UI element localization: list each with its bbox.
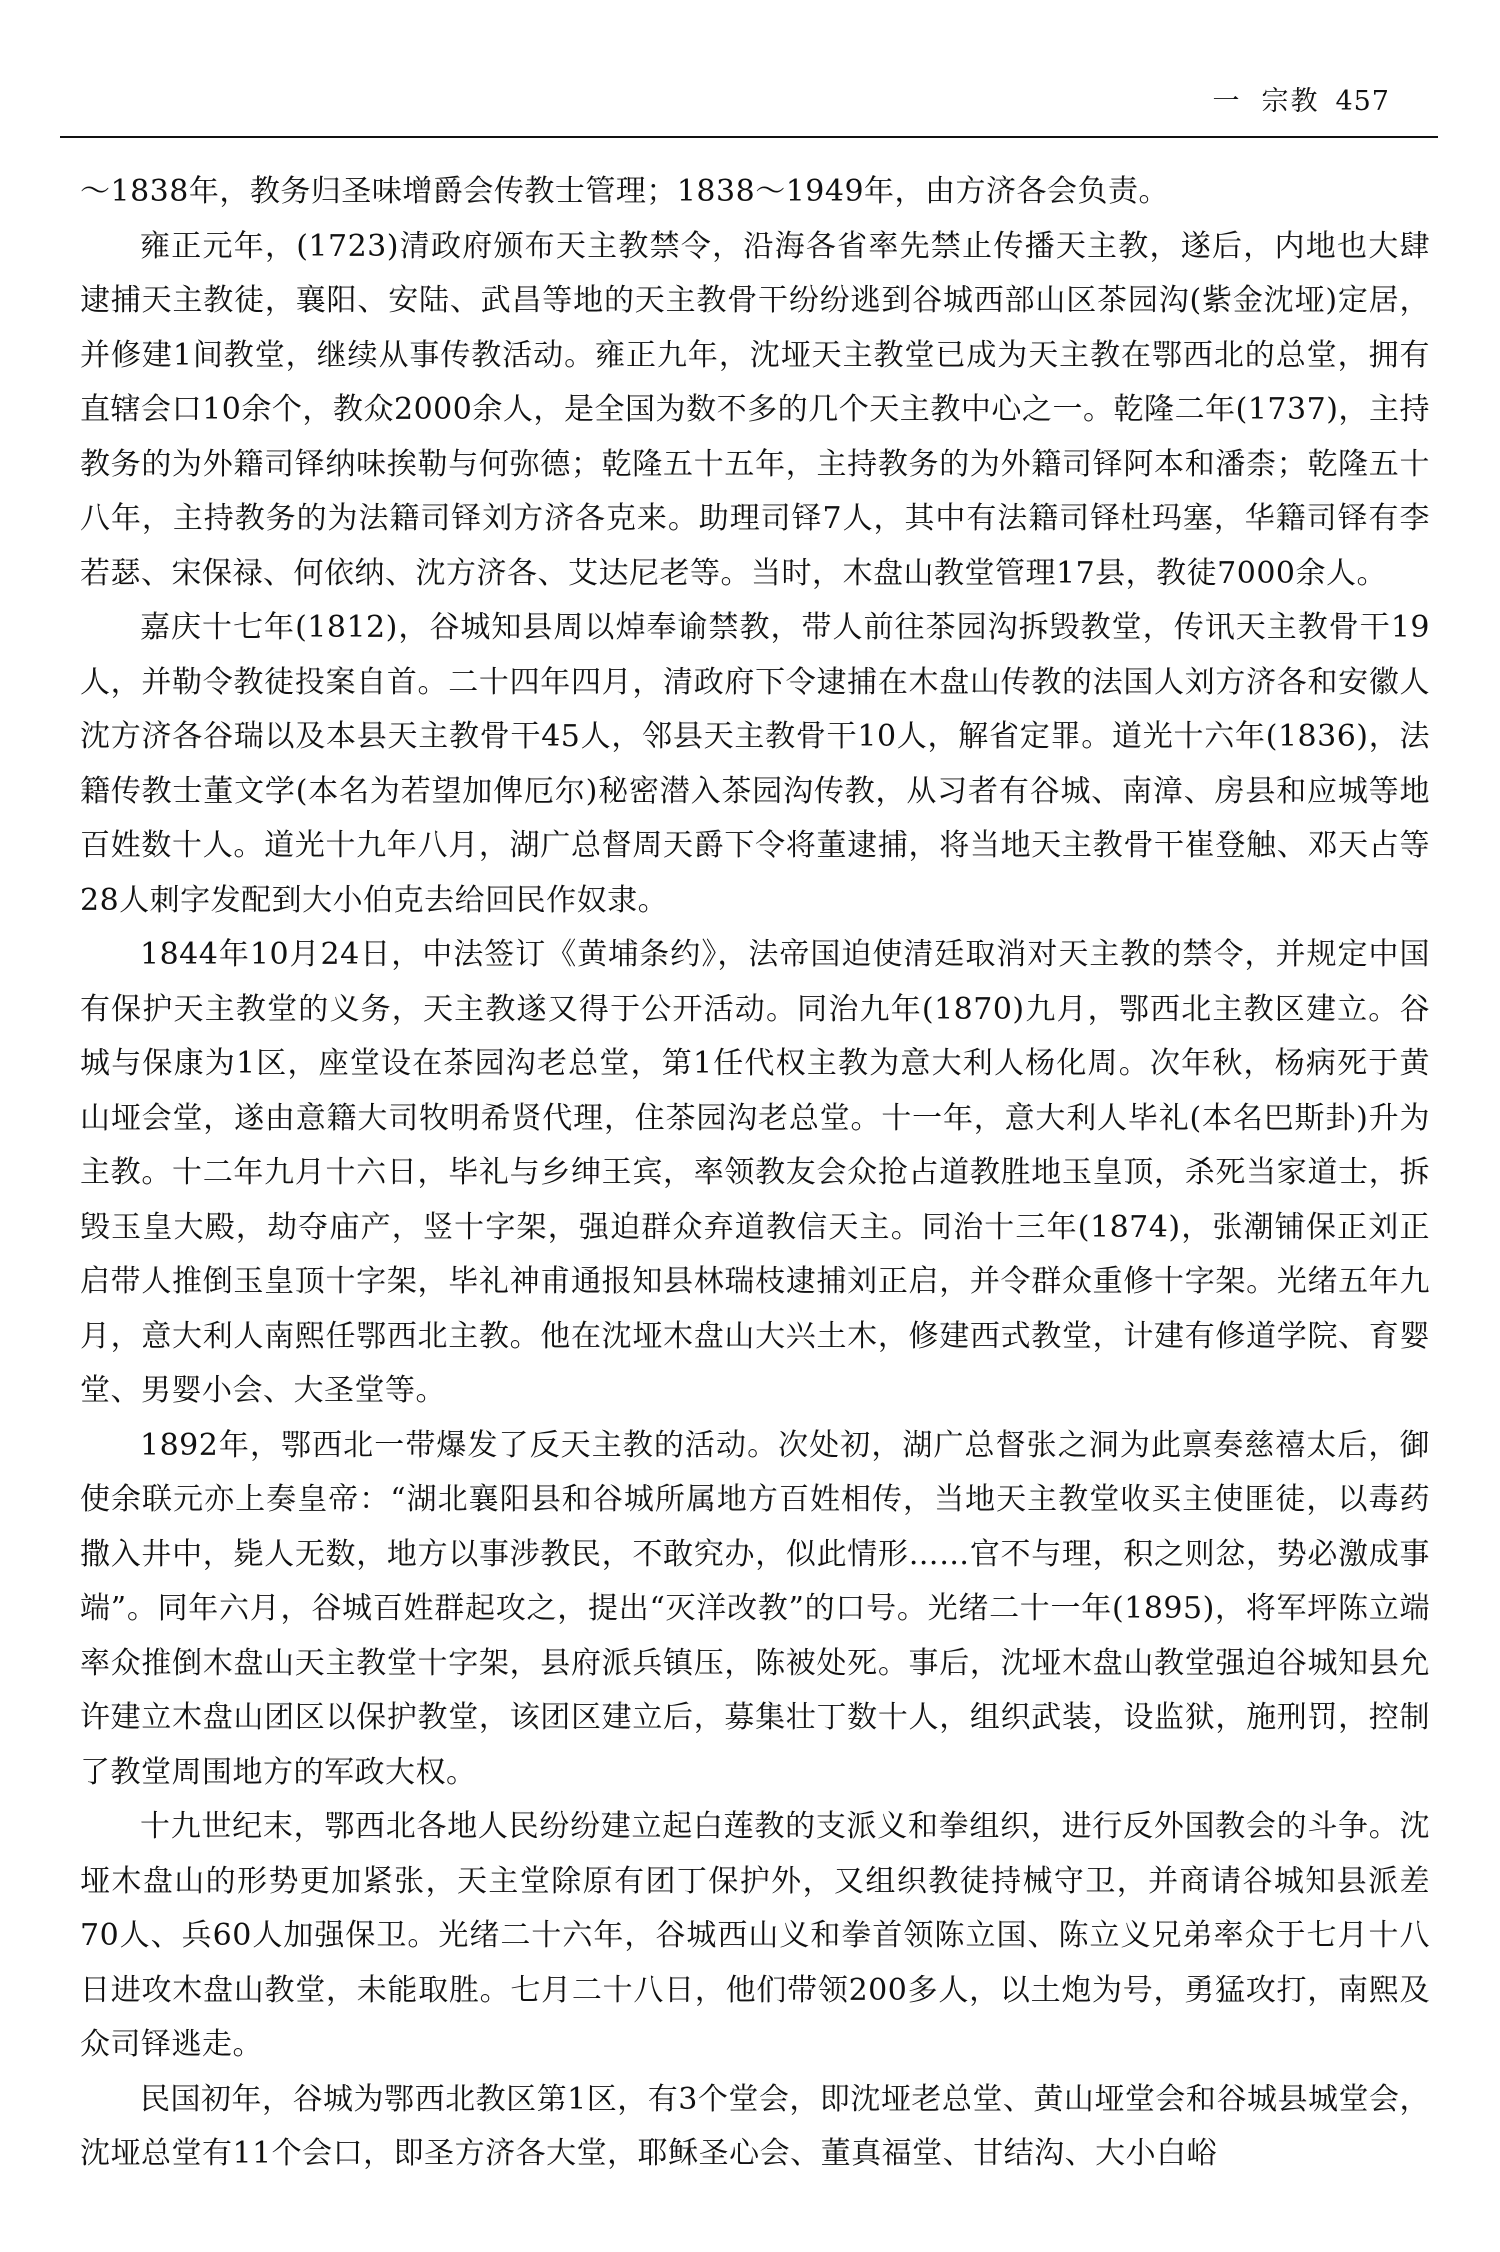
page-number: 457 bbox=[1335, 86, 1390, 117]
paragraph: 雍正元年，(1723)清政府颁布天主教禁令，沿海各省率先禁止传播天主教，遂后，内地也大肆逮捕天主教徒，襄阳、安陆、武昌等地的天主教骨干纷纷逃到谷城西部山区茶园沟(紫金沈垭)定居，并修建1间教堂，继续从事传教活动。雍正九年，沈垭天主教堂已成为天主教在鄂西北的总堂，拥有直辖会口10余个，教众2000余人，是全国为数不多的几个天主教中心之一。乾隆二年(1737)，主持教务的为外籍司铎纳味挨勒与何弥德；乾隆五十五年，主持教务的为外籍司铎阿本和潘柰；乾隆五十八年，主持教务的为法籍司铎刘方济各克来。助理司铎7人，其中有法籍司铎杜玛塞，华籍司铎有李若瑟、宋保禄、何依纳、沈方济各、艾达尼老等。当时，木盘山教堂管理17县，教徒7000余人。 bbox=[80, 228, 1430, 591]
paragraph: 民国初年，谷城为鄂西北教区第1区，有3个堂会，即沈垭老总堂、黄山垭堂会和谷城县城堂会，沈垭总堂有11个会口，即圣方济各大堂，耶稣圣心会、董真福堂、甘结沟、大小白峪 bbox=[80, 2081, 1430, 2171]
paragraph: 1844年10月24日，中法签订《黄埔条约》，法帝国迫使清廷取消对天主教的禁令，并规定中国有保护天主教堂的义务，天主教遂又得于公开活动。同治九年(1870)九月，鄂西北主教区建立。谷城与保康为1区，座堂设在茶园沟老总堂，第1任代权主教为意大利人杨化周。次年秋，杨病死于黄山垭会堂，遂由意籍大司牧明希贤代理，住茶园沟老总堂。十一年，意大利人毕礼(本名巴斯卦)升为主教。十二年九月十六日，毕礼与乡绅王宾，率领教友会众抢占道教胜地玉皇顶，杀死当家道士，拆毁玉皇大殿，劫夺庙产，竖十字架，强迫群众弃道教信天主。同治十三年(1874)，张潮铺保正刘正启带人推倒玉皇顶十字架，毕礼神甫通报知县林瑞枝逮捕刘正启，并令群众重修十字架。光绪五年九月，意大利人南熙任鄂西北主教。他在沈垭木盘山大兴土木，修建西式教堂，计建有修道学院、育婴堂、男婴小会、大圣堂等。 bbox=[80, 937, 1430, 1408]
paragraph-continuation: ～1838年，教务归圣味增爵会传教士管理；1838～1949年，由方济各会负责。 bbox=[80, 174, 1170, 209]
paragraph: 1892年，鄂西北一带爆发了反天主教的活动。次处初，湖广总督张之洞为此禀奏慈禧太后，御使余联元亦上奏皇帝：“湖北襄阳县和谷城所属地方百姓相传，当地天主教堂收买主使匪徒，以毒药撒入井中，毙人无数，地方以事涉教民，不敢究办，似此情形……官不与理，积之则忿，势必激成事端”。同年六月，谷城百姓群起攻之，提出“灭洋改教”的口号。光绪二十一年(1895)，将军坪陈立端率众推倒木盘山天主教堂十字架，县府派兵镇压，陈被处死。事后，沈垭木盘山教堂强迫谷城知县允许建立木盘山团区以保护教堂，该团区建立后，募集壮丁数十人，组织武装，设监狱，施刑罚，控制了教堂周围地方的军政大权。 bbox=[80, 1427, 1430, 1790]
paragraph: 十九世纪末，鄂西北各地人民纷纷建立起白莲教的支派义和拳组织，进行反外国教会的斗争。沈垭木盘山的形势更加紧张，天主堂除原有团丁保护外，又组织教徒持械守卫，并商请谷城知县派差70人、兵60人加强保卫。光绪二十六年，谷城西山义和拳首领陈立国、陈立义兄弟率众于七月十八日进攻木盘山教堂，未能取胜。七月二十八日，他们带领200多人，以土炮为号，勇猛攻打，南熙及众司铎逃走。 bbox=[80, 1809, 1430, 2062]
paragraph: 嘉庆十七年(1812)，谷城知县周以焯奉谕禁教，带人前往茶园沟拆毁教堂，传讯天主教骨干19人，并勒令教徒投案自首。二十四年四月，清政府下令逮捕在木盘山传教的法国人刘方济各和安徽人沈方济各谷瑞以及本县天主教骨干45人，邻县天主教骨干10人，解省定罪。道光十六年(1836)，法籍传教士董文学(本名为若望加俾厄尔)秘密潜入茶园沟传教，从习者有谷城、南漳、房县和应城等地百姓数十人。道光十九年八月，湖广总督周天爵下令将董逮捕，将当地天主教骨干崔登触、邓天占等28人刺字发配到大小伯克去给回民作奴隶。 bbox=[80, 610, 1430, 918]
body-text bbox=[80, 165, 1430, 2182]
section-title: 宗教 bbox=[1261, 86, 1320, 117]
header-text bbox=[1212, 84, 1390, 120]
running-header bbox=[60, 78, 1438, 138]
header-dash: 一 bbox=[1212, 86, 1242, 117]
